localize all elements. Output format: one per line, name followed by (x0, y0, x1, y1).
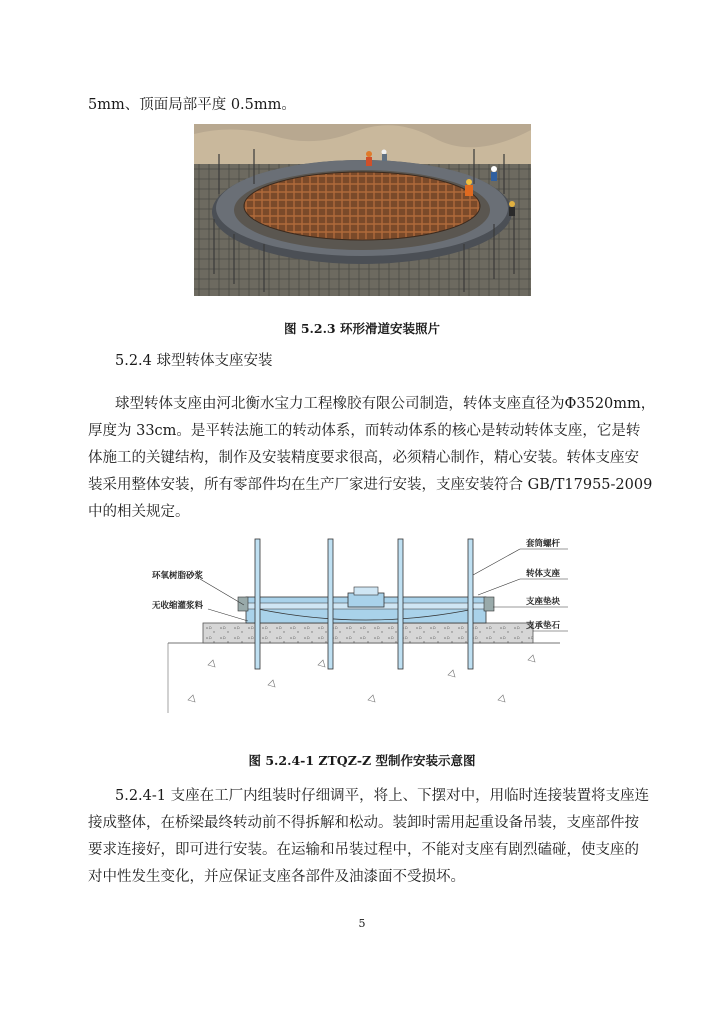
photo-caption: 图 5.2.3 环形滑道安装照片 (283, 321, 440, 336)
para2-line: 对中性发生变化，并应保证支座各部件及油漆面不受损坏。 (88, 869, 465, 885)
diagram-caption: 图 5.2.4-1 ZTQZ-Z 型制作安装示意图 (248, 753, 476, 768)
page-number: 5 (358, 917, 366, 930)
label-support-stone: 支承垫石 (526, 621, 561, 631)
para2-line: 接成整体，在桥梁最终转动前不得拆解和松动。装卸时需用起重设备吊装，支座部件按 (88, 815, 639, 831)
section-heading: 5.2.4 球型转体支座安装 (115, 353, 273, 369)
ring-slide-photo (194, 124, 531, 296)
para1-line: 球型转体支座由河北衡水宝力工程橡胶有限公司制造，转体支座直径为Φ3520mm， (115, 396, 656, 412)
para2-line: 要求连接好，即可进行安装。在运输和吊装过程中，不能对支座有剧烈磕碰，使支座的 (88, 842, 639, 858)
para2-line: 5.2.4-1 支座在工厂内组装时仔细调平，将上、下摆对中，用临时连接装置将支座连 (115, 788, 650, 804)
label-sleeve-bolt: 套筒螺杆 (526, 539, 561, 549)
para1-line: 装采用整体安装，所有零部件均在生产厂家进行安装，支座安装符合 GB/T17955-2009 (88, 477, 653, 493)
para1-line: 中的相关规定。 (88, 504, 190, 520)
intro-line: 5mm、顶面局部平度 0.5mm。 (88, 97, 296, 113)
label-nonshrink-grout: 无收缩灌浆料 (152, 601, 204, 611)
label-rotating-bearing: 转体支座 (526, 569, 561, 579)
para1-line: 体施工的关键结构，制作及安装精度要求很高，必须精心制作，精心安装。转体支座安 (88, 450, 639, 466)
para1-line: 厚度为 33cm。是平转法施工的转动体系，而转动体系的核心是转动转体支座，它是转 (88, 423, 641, 439)
label-bearing-pad: 支座垫块 (526, 597, 561, 607)
bearing-diagram (148, 535, 580, 713)
label-epoxy-mortar: 环氧树脂砂浆 (152, 571, 204, 581)
